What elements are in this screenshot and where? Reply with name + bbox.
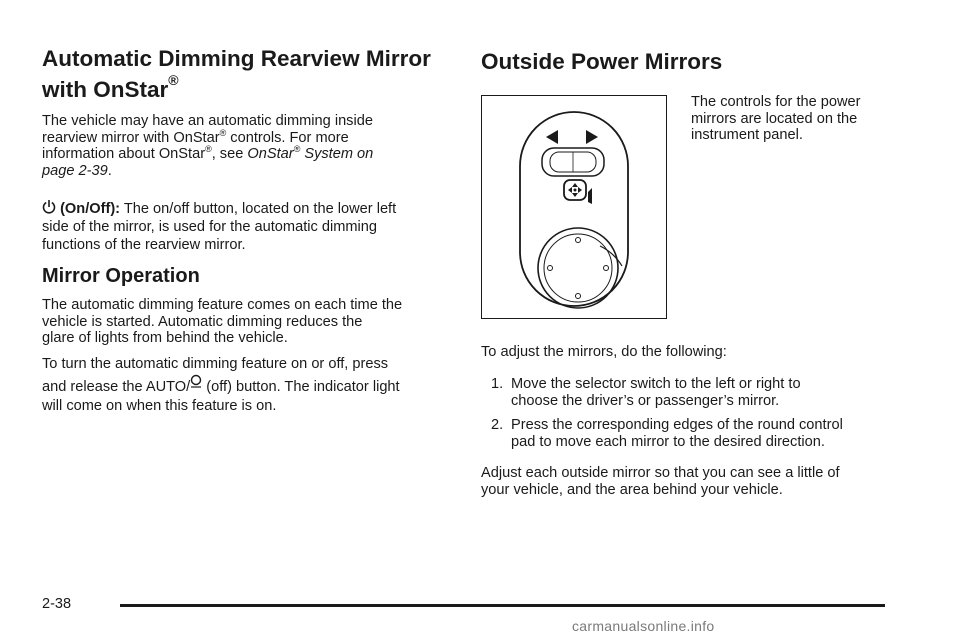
mirror-operation-para-1 xyxy=(42,297,462,347)
footer-rule xyxy=(120,604,885,607)
onoff-text-3: functions of the rearview mirror. xyxy=(42,237,246,253)
para2-line-2a: and release the AUTO/ xyxy=(42,379,191,395)
section-title-outside-mirrors: Outside Power Mirrors xyxy=(481,49,723,74)
mirror-control-drawing xyxy=(482,96,665,317)
section-title-mirror-operation: Mirror Operation xyxy=(42,265,200,287)
closing-paragraph xyxy=(481,465,901,498)
off-circle-icon xyxy=(190,374,202,388)
adjust-intro: To adjust the mirrors, do the following: xyxy=(481,344,727,360)
title-line-1: Automatic Dimming Rearview Mirror xyxy=(42,46,431,71)
mirror-operation-para-2 xyxy=(42,355,462,416)
onoff-paragraph xyxy=(42,199,462,254)
onstar-link-page: page 2-39 xyxy=(42,162,108,179)
step-number: 1. xyxy=(491,376,504,392)
page-number: 2-38 xyxy=(42,596,72,612)
caption-line-2: mirrors are located on the xyxy=(691,110,858,127)
registered-mark: ® xyxy=(219,127,227,138)
step-number: 2. xyxy=(491,417,504,433)
intro-paragraph xyxy=(42,113,462,179)
figure-caption xyxy=(691,94,901,144)
para1-line-3: glare of lights from behind the vehicle. xyxy=(42,330,288,346)
para1-line-1: The automatic dimming feature comes on each time the xyxy=(42,297,403,313)
para2-line-3: will come on when this feature is on. xyxy=(42,398,277,414)
intro-line-3a: information about OnStar xyxy=(42,146,206,162)
registered-mark: ® xyxy=(205,144,212,155)
section-title-auto-dimming xyxy=(42,43,462,105)
title-line-2: with OnStar xyxy=(42,77,169,102)
onoff-text-1: The on/off button, located on the lower left xyxy=(120,201,397,217)
power-icon xyxy=(42,199,56,215)
list-item xyxy=(481,376,901,409)
registered-mark: ® xyxy=(293,144,301,155)
intro-line-1: The vehicle may have an automatic dimming inside xyxy=(42,113,373,129)
onoff-text-2: side of the mirror, is used for the automatic dimming xyxy=(42,219,377,235)
mirror-control-illustration xyxy=(481,95,667,319)
caption-line-1: The controls for the power xyxy=(691,94,861,110)
registered-mark: ® xyxy=(168,71,179,88)
intro-period: . xyxy=(107,162,112,179)
step-line-2: choose the driver’s or passenger’s mirror. xyxy=(511,392,780,409)
para2-line-1: To turn the automatic dimming feature on or off, press xyxy=(42,356,389,372)
caption-line-3: instrument panel. xyxy=(691,127,803,143)
onstar-link-b: System on xyxy=(300,146,374,162)
para2-line-2b: (off) button. The indicator light xyxy=(202,379,400,395)
watermark: carmanualsonline.info xyxy=(572,618,715,634)
onoff-label: (On/Off): xyxy=(60,201,121,217)
intro-line-2b: controls. For more xyxy=(226,129,349,146)
step-line-2: pad to move each mirror to the desired direction. xyxy=(511,433,825,450)
intro-line-3b: , see xyxy=(211,146,248,162)
steps-list xyxy=(481,376,901,450)
step-line-1: Move the selector switch to the left or right to xyxy=(511,376,801,392)
onstar-link-a: OnStar xyxy=(247,146,294,162)
step-line-1: Press the corresponding edges of the round control xyxy=(511,417,843,433)
intro-line-2a: rearview mirror with OnStar xyxy=(42,129,220,146)
list-item xyxy=(481,417,901,450)
closing-line-1: Adjust each outside mirror so that you can see a little of xyxy=(481,465,840,481)
closing-line-2: your vehicle, and the area behind your vehicle. xyxy=(481,481,783,498)
para1-line-2: vehicle is started. Automatic dimming reduces the xyxy=(42,313,363,330)
